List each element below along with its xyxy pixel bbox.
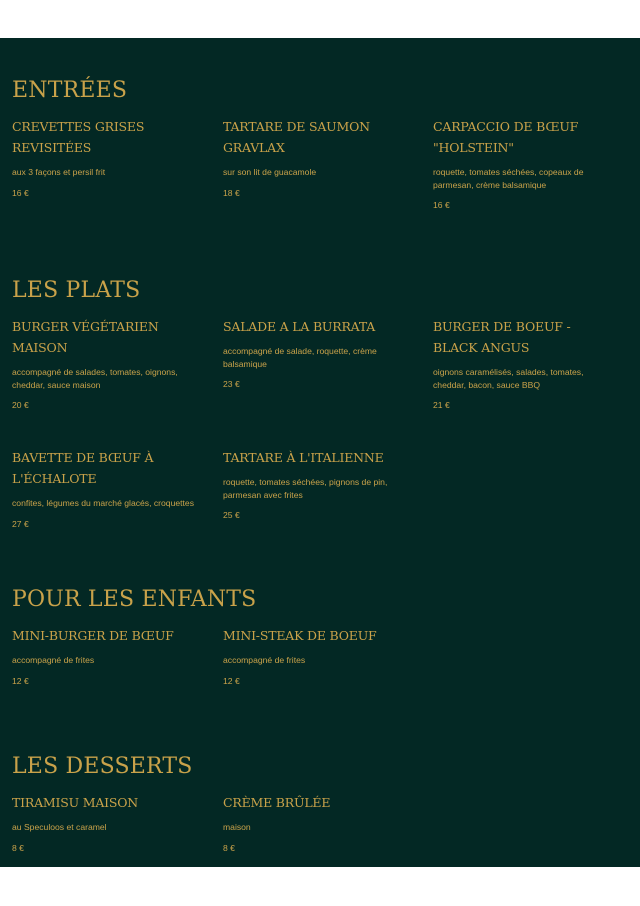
menu-item [223, 625, 423, 687]
item-description: accompagné de salades, tomates, oignons, cheddar, sauce maison [12, 367, 178, 390]
menu-panel [0, 38, 640, 867]
menu-item [223, 116, 423, 199]
item-description: accompagné de salade, roquette, crème balsamique [223, 346, 377, 369]
section-title: POUR LES ENFANTS [12, 587, 257, 612]
item-price: 16 € [12, 187, 29, 198]
menu-item [433, 116, 608, 211]
menu-item [12, 792, 212, 854]
item-name: CREVETTES GRISES REVISITÉES [12, 119, 145, 155]
item-description: oignons caramélisés, salades, tomates, cheddar, bacon, sauce BBQ [433, 367, 584, 390]
menu-item [12, 625, 212, 687]
item-price: 8 € [12, 842, 24, 853]
menu-item [433, 316, 608, 411]
item-name: CRÈME BRÛLÉE [223, 795, 331, 810]
item-name: TARTARE DE SAUMON GRAVLAX [223, 119, 370, 155]
menu-item [223, 792, 423, 854]
item-price: 23 € [223, 379, 240, 389]
item-name: BURGER DE BOEUF - BLACK ANGUS [433, 319, 571, 355]
menu-item [12, 447, 217, 530]
menu-item [12, 316, 212, 411]
item-name: MINI-BURGER DE BŒUF [12, 628, 174, 643]
item-description: au Speculoos et caramel [12, 822, 107, 832]
item-price: 27 € [12, 518, 29, 529]
item-name: TARTARE À L'ITALIENNE [223, 450, 384, 465]
menu-item [223, 447, 423, 521]
item-description: confites, légumes du marché glacés, croquettes [12, 498, 194, 508]
menu-item [12, 116, 212, 199]
item-name: CARPACCIO DE BŒUF "HOLSTEIN" [433, 119, 579, 155]
section-enfants [12, 587, 632, 686]
item-description: roquette, tomates séchées, copeaux de parmesan, crème balsamique [433, 167, 584, 190]
item-name: BURGER VÉGÉTARIEN MAISON [12, 319, 159, 355]
item-price: 25 € [223, 510, 240, 520]
item-description: accompagné de frites [12, 655, 95, 665]
page-top-margin [0, 0, 640, 38]
item-price: 8 € [223, 842, 235, 853]
item-price: 12 € [223, 675, 240, 686]
item-name: BAVETTE DE BŒUF À L'ÉCHALOTE [12, 450, 154, 486]
item-description: aux 3 façons et persil frit [12, 167, 106, 177]
item-name: MINI-STEAK DE BOEUF [223, 628, 377, 643]
section-title: LES DESSERTS [12, 754, 193, 779]
item-description: roquette, tomates séchées, pignons de pin, parmesan avec frites [223, 477, 388, 500]
section-entrees [12, 78, 632, 210]
section-title: ENTRÉES [12, 78, 128, 103]
section-plats [12, 278, 632, 529]
item-price: 20 € [12, 400, 29, 410]
item-price: 21 € [433, 400, 450, 410]
item-description: sur son lit de guacamole [223, 167, 317, 177]
menu-item [223, 316, 423, 390]
item-price: 12 € [12, 675, 29, 686]
item-price: 18 € [223, 187, 240, 198]
item-description: maison [223, 822, 251, 832]
item-price: 16 € [433, 200, 450, 210]
page-bottom-margin [0, 867, 640, 906]
section-title: LES PLATS [12, 278, 141, 303]
item-name: SALADE A LA BURRATA [223, 319, 376, 334]
section-desserts [12, 754, 632, 853]
item-description: accompagné de frites [223, 655, 306, 665]
item-name: TIRAMISU MAISON [12, 795, 139, 810]
